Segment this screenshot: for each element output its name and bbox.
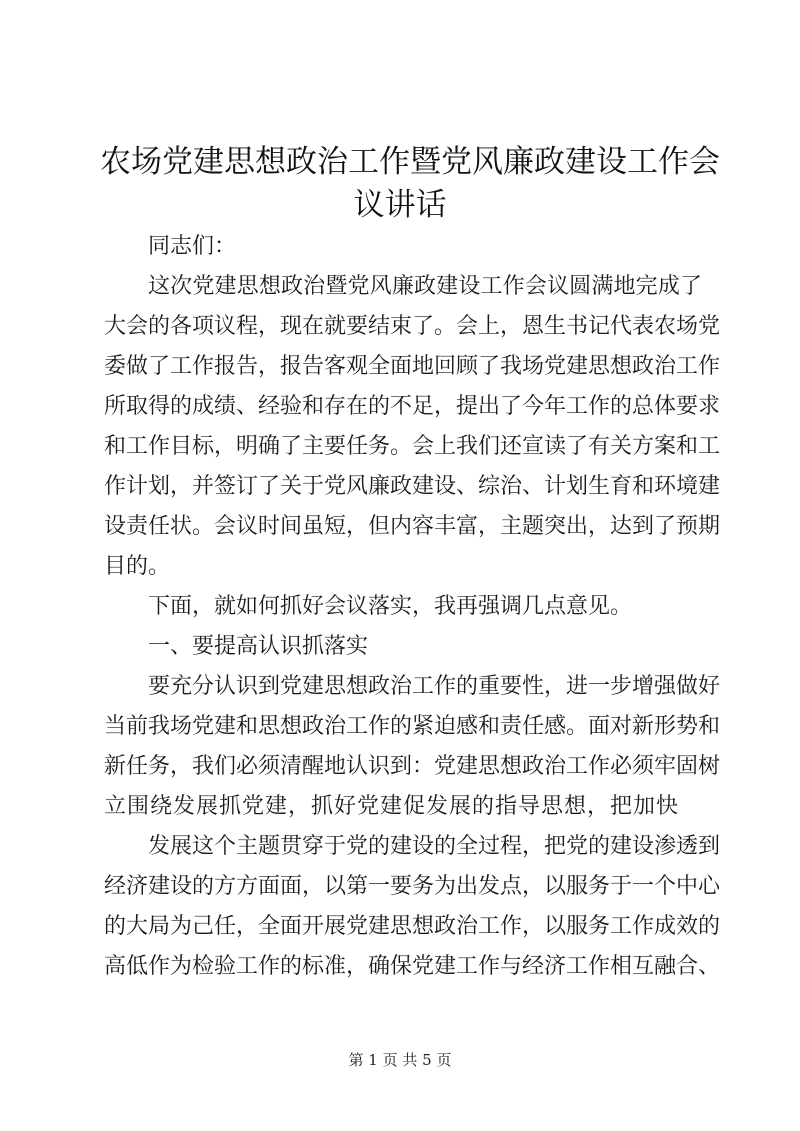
paragraph-3-line: 新任务，我们必须清醒地认识到：党建思想政治工作必须牢固树 — [104, 754, 721, 779]
paragraph-4-line: 高低作为检验工作的标准，确保党建工作与经济工作相互融合、 — [104, 954, 721, 979]
paragraph-1-line: 委做了工作报告，报告客观全面地回顾了我场党建思想政治工作 — [104, 354, 721, 379]
paragraph-1-line: 所取得的成绩、经验和存在的不足，提出了今年工作的总体要求 — [104, 394, 721, 419]
paragraph-3-line: 立围绕发展抓党建，抓好党建促发展的指导思想，把加快 — [104, 794, 680, 819]
paragraph-4-line: 发展这个主题贯穿于党的建设的全过程，把党的建设渗透到 — [148, 834, 721, 859]
page-footer: 第 1 页 共 5 页 — [348, 1051, 452, 1069]
paragraph-1-line: 大会的各项议程，现在就要结束了。会上，恩生书记代表农场党 — [104, 314, 721, 339]
paragraph-1-line: 和工作目标，明确了主要任务。会上我们还宣读了有关方案和工 — [104, 434, 721, 459]
paragraph-1-line: 这次党建思想政治暨党风廉政建设工作会议圆满地完成了 — [148, 274, 702, 299]
paragraph-3-line: 要充分认识到党建思想政治工作的重要性，进一步增强做好 — [148, 674, 721, 699]
paragraph-1-line: 目的。 — [104, 554, 171, 579]
paragraph-1-line: 设责任状。会议时间虽短，但内容丰富，主题突出，达到了预期 — [104, 514, 721, 539]
paragraph-2: 下面，就如何抓好会议落实，我再强调几点意见。 — [148, 594, 633, 619]
paragraph-4-line: 经济建设的方方面面，以第一要务为出发点，以服务于一个中心 — [104, 874, 721, 899]
paragraph-3-line: 当前我场党建和思想政治工作的紧迫感和责任感。面对新形势和 — [104, 714, 721, 739]
document-title-line-1: 农场党建思想政治工作暨党风廉政建设工作会 — [100, 144, 720, 180]
paragraph-4-line: 的大局为己任，全面开展党建思想政治工作，以服务工作成效的 — [104, 914, 721, 939]
document-title-line-2: 议讲话 — [353, 187, 447, 223]
salutation: 同志们： — [148, 234, 237, 259]
section-heading-1: 一、要提高认识抓落实 — [148, 634, 369, 659]
paragraph-1-line: 作计划，并签订了关于党风廉政建设、综治、计划生育和环境建 — [104, 474, 721, 499]
